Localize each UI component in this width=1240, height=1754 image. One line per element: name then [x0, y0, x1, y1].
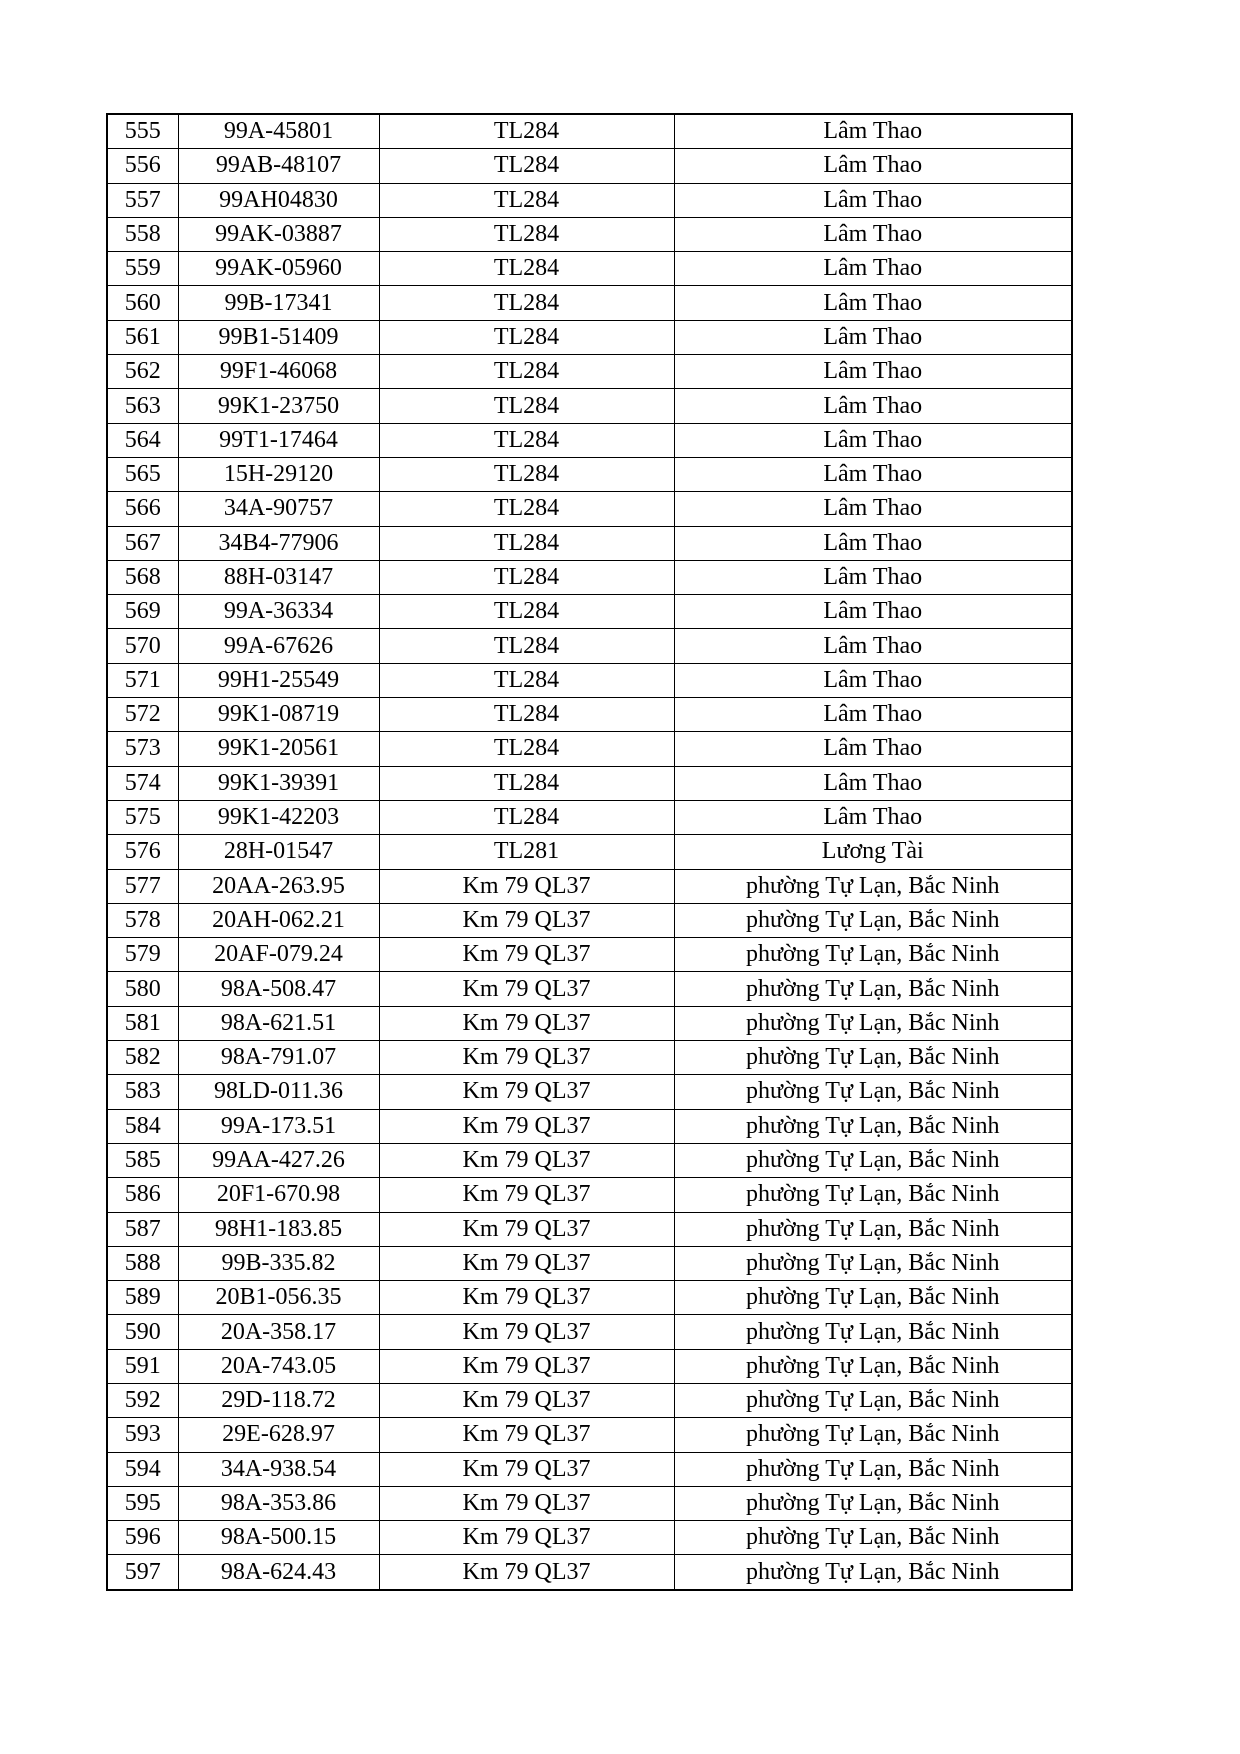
license-plate-cell: 98H1-183.85 — [178, 1212, 379, 1246]
row-number-cell: 566 — [107, 492, 178, 526]
area-cell: phường Tự Lạn, Bắc Ninh — [674, 972, 1072, 1006]
license-plate-cell: 15H-29120 — [178, 457, 379, 491]
location-cell: TL284 — [379, 286, 674, 320]
table-row — [107, 1212, 1072, 1246]
row-number-cell: 557 — [107, 183, 178, 217]
area-cell: phường Tự Lạn, Bắc Ninh — [674, 1075, 1072, 1109]
license-plate-cell: 99AK-03887 — [178, 217, 379, 251]
area-cell: Lâm Thao — [674, 252, 1072, 286]
license-plate-cell: 99K1-23750 — [178, 389, 379, 423]
table-row — [107, 1418, 1072, 1452]
area-cell: phường Tự Lạn, Bắc Ninh — [674, 1349, 1072, 1383]
row-number-cell: 587 — [107, 1212, 178, 1246]
violation-table — [106, 113, 1073, 1591]
location-cell: Km 79 QL37 — [379, 1178, 674, 1212]
license-plate-cell: 98A-624.43 — [178, 1555, 379, 1590]
location-cell: Km 79 QL37 — [379, 1349, 674, 1383]
area-cell: Lâm Thao — [674, 423, 1072, 457]
row-number-cell: 576 — [107, 835, 178, 869]
table-row — [107, 1315, 1072, 1349]
location-cell: Km 79 QL37 — [379, 1006, 674, 1040]
area-cell: phường Tự Lạn, Bắc Ninh — [674, 1418, 1072, 1452]
license-plate-cell: 99T1-17464 — [178, 423, 379, 457]
location-cell: TL281 — [379, 835, 674, 869]
area-cell: phường Tự Lạn, Bắc Ninh — [674, 869, 1072, 903]
row-number-cell: 565 — [107, 457, 178, 491]
table-row — [107, 629, 1072, 663]
table-row — [107, 1349, 1072, 1383]
location-cell: TL284 — [379, 217, 674, 251]
location-cell: Km 79 QL37 — [379, 1075, 674, 1109]
area-cell: phường Tự Lạn, Bắc Ninh — [674, 1555, 1072, 1590]
table-row — [107, 595, 1072, 629]
table-row — [107, 183, 1072, 217]
area-cell: phường Tự Lạn, Bắc Ninh — [674, 1212, 1072, 1246]
area-cell: phường Tự Lạn, Bắc Ninh — [674, 1486, 1072, 1520]
table-row — [107, 1041, 1072, 1075]
location-cell: TL284 — [379, 492, 674, 526]
location-cell: TL284 — [379, 560, 674, 594]
license-plate-cell: 20A-358.17 — [178, 1315, 379, 1349]
row-number-cell: 570 — [107, 629, 178, 663]
location-cell: TL284 — [379, 526, 674, 560]
location-cell: Km 79 QL37 — [379, 1452, 674, 1486]
license-plate-cell: 20F1-670.98 — [178, 1178, 379, 1212]
license-plate-cell: 98A-621.51 — [178, 1006, 379, 1040]
table-row — [107, 1486, 1072, 1520]
location-cell: TL284 — [379, 800, 674, 834]
table-row — [107, 149, 1072, 183]
license-plate-cell: 99A-67626 — [178, 629, 379, 663]
location-cell: TL284 — [379, 252, 674, 286]
license-plate-cell: 99B-17341 — [178, 286, 379, 320]
table-row — [107, 560, 1072, 594]
license-plate-cell: 28H-01547 — [178, 835, 379, 869]
license-plate-cell: 98A-353.86 — [178, 1486, 379, 1520]
row-number-cell: 590 — [107, 1315, 178, 1349]
row-number-cell: 581 — [107, 1006, 178, 1040]
area-cell: Lâm Thao — [674, 595, 1072, 629]
table-row — [107, 698, 1072, 732]
table-row — [107, 492, 1072, 526]
license-plate-cell: 99B1-51409 — [178, 320, 379, 354]
license-plate-cell: 99F1-46068 — [178, 355, 379, 389]
table-row — [107, 835, 1072, 869]
license-plate-cell: 20AA-263.95 — [178, 869, 379, 903]
location-cell: TL284 — [379, 183, 674, 217]
row-number-cell: 560 — [107, 286, 178, 320]
area-cell: Lâm Thao — [674, 560, 1072, 594]
location-cell: TL284 — [379, 732, 674, 766]
table-row — [107, 1075, 1072, 1109]
row-number-cell: 577 — [107, 869, 178, 903]
table-row — [107, 320, 1072, 354]
row-number-cell: 592 — [107, 1383, 178, 1417]
table-row — [107, 1109, 1072, 1143]
license-plate-cell: 99A-36334 — [178, 595, 379, 629]
location-cell: TL284 — [379, 320, 674, 354]
license-plate-cell: 99A-173.51 — [178, 1109, 379, 1143]
area-cell: Lâm Thao — [674, 183, 1072, 217]
row-number-cell: 580 — [107, 972, 178, 1006]
row-number-cell: 578 — [107, 903, 178, 937]
area-cell: Lâm Thao — [674, 732, 1072, 766]
table-row — [107, 766, 1072, 800]
location-cell: Km 79 QL37 — [379, 869, 674, 903]
table-row — [107, 423, 1072, 457]
table-row — [107, 903, 1072, 937]
license-plate-cell: 99AA-427.26 — [178, 1143, 379, 1177]
row-number-cell: 567 — [107, 526, 178, 560]
location-cell: TL284 — [379, 389, 674, 423]
location-cell: TL284 — [379, 766, 674, 800]
license-plate-cell: 98A-500.15 — [178, 1521, 379, 1555]
table-row — [107, 1555, 1072, 1590]
area-cell: Lâm Thao — [674, 286, 1072, 320]
table-row — [107, 355, 1072, 389]
row-number-cell: 556 — [107, 149, 178, 183]
area-cell: phường Tự Lạn, Bắc Ninh — [674, 1246, 1072, 1280]
area-cell: phường Tự Lạn, Bắc Ninh — [674, 903, 1072, 937]
table-row — [107, 1246, 1072, 1280]
license-plate-cell: 20A-743.05 — [178, 1349, 379, 1383]
area-cell: Lâm Thao — [674, 629, 1072, 663]
area-cell: phường Tự Lạn, Bắc Ninh — [674, 1041, 1072, 1075]
license-plate-cell: 29D-118.72 — [178, 1383, 379, 1417]
row-number-cell: 596 — [107, 1521, 178, 1555]
license-plate-cell: 29E-628.97 — [178, 1418, 379, 1452]
area-cell: Lâm Thao — [674, 320, 1072, 354]
row-number-cell: 591 — [107, 1349, 178, 1383]
row-number-cell: 563 — [107, 389, 178, 423]
area-cell: Lâm Thao — [674, 663, 1072, 697]
table-body — [107, 114, 1072, 1590]
area-cell: Lâm Thao — [674, 457, 1072, 491]
location-cell: Km 79 QL37 — [379, 972, 674, 1006]
license-plate-cell: 99AB-48107 — [178, 149, 379, 183]
row-number-cell: 593 — [107, 1418, 178, 1452]
row-number-cell: 574 — [107, 766, 178, 800]
table-row — [107, 663, 1072, 697]
area-cell: phường Tự Lạn, Bắc Ninh — [674, 1143, 1072, 1177]
table-row — [107, 1006, 1072, 1040]
row-number-cell: 575 — [107, 800, 178, 834]
license-plate-cell: 34A-938.54 — [178, 1452, 379, 1486]
table-row — [107, 1521, 1072, 1555]
license-plate-cell: 34A-90757 — [178, 492, 379, 526]
area-cell: phường Tự Lạn, Bắc Ninh — [674, 938, 1072, 972]
area-cell: Lâm Thao — [674, 149, 1072, 183]
table-row — [107, 1452, 1072, 1486]
license-plate-cell: 99B-335.82 — [178, 1246, 379, 1280]
table-row — [107, 732, 1072, 766]
license-plate-cell: 99K1-08719 — [178, 698, 379, 732]
table-row — [107, 1281, 1072, 1315]
table-row — [107, 972, 1072, 1006]
table-row — [107, 869, 1072, 903]
area-cell: Lâm Thao — [674, 492, 1072, 526]
row-number-cell: 558 — [107, 217, 178, 251]
location-cell: Km 79 QL37 — [379, 1555, 674, 1590]
row-number-cell: 586 — [107, 1178, 178, 1212]
location-cell: Km 79 QL37 — [379, 1315, 674, 1349]
area-cell: phường Tự Lạn, Bắc Ninh — [674, 1521, 1072, 1555]
location-cell: TL284 — [379, 629, 674, 663]
row-number-cell: 594 — [107, 1452, 178, 1486]
license-plate-cell: 99H1-25549 — [178, 663, 379, 697]
location-cell: Km 79 QL37 — [379, 1143, 674, 1177]
area-cell: phường Tự Lạn, Bắc Ninh — [674, 1452, 1072, 1486]
table-row — [107, 526, 1072, 560]
location-cell: TL284 — [379, 698, 674, 732]
area-cell: Lâm Thao — [674, 766, 1072, 800]
location-cell: Km 79 QL37 — [379, 1041, 674, 1075]
license-plate-cell: 99A-45801 — [178, 114, 379, 149]
row-number-cell: 588 — [107, 1246, 178, 1280]
license-plate-cell: 88H-03147 — [178, 560, 379, 594]
license-plate-cell: 20B1-056.35 — [178, 1281, 379, 1315]
table-row — [107, 1383, 1072, 1417]
row-number-cell: 571 — [107, 663, 178, 697]
row-number-cell: 583 — [107, 1075, 178, 1109]
location-cell: Km 79 QL37 — [379, 1486, 674, 1520]
location-cell: TL284 — [379, 423, 674, 457]
location-cell: Km 79 QL37 — [379, 1281, 674, 1315]
area-cell: phường Tự Lạn, Bắc Ninh — [674, 1383, 1072, 1417]
area-cell: phường Tự Lạn, Bắc Ninh — [674, 1109, 1072, 1143]
table-row — [107, 389, 1072, 423]
location-cell: Km 79 QL37 — [379, 1521, 674, 1555]
location-cell: TL284 — [379, 663, 674, 697]
row-number-cell: 564 — [107, 423, 178, 457]
license-plate-cell: 20AH-062.21 — [178, 903, 379, 937]
location-cell: TL284 — [379, 595, 674, 629]
row-number-cell: 569 — [107, 595, 178, 629]
location-cell: TL284 — [379, 114, 674, 149]
license-plate-cell: 98A-508.47 — [178, 972, 379, 1006]
location-cell: Km 79 QL37 — [379, 938, 674, 972]
area-cell: Lâm Thao — [674, 698, 1072, 732]
row-number-cell: 559 — [107, 252, 178, 286]
location-cell: TL284 — [379, 149, 674, 183]
location-cell: Km 79 QL37 — [379, 1383, 674, 1417]
table-row — [107, 114, 1072, 149]
area-cell: phường Tự Lạn, Bắc Ninh — [674, 1315, 1072, 1349]
table-row — [107, 286, 1072, 320]
area-cell: Lâm Thao — [674, 526, 1072, 560]
row-number-cell: 562 — [107, 355, 178, 389]
row-number-cell: 573 — [107, 732, 178, 766]
license-plate-cell: 34B4-77906 — [178, 526, 379, 560]
table-row — [107, 800, 1072, 834]
table-row — [107, 217, 1072, 251]
license-plate-cell: 98LD-011.36 — [178, 1075, 379, 1109]
area-cell: Lâm Thao — [674, 355, 1072, 389]
area-cell: Lâm Thao — [674, 800, 1072, 834]
row-number-cell: 597 — [107, 1555, 178, 1590]
table-row — [107, 457, 1072, 491]
table-row — [107, 252, 1072, 286]
license-plate-cell: 99K1-20561 — [178, 732, 379, 766]
location-cell: Km 79 QL37 — [379, 1212, 674, 1246]
row-number-cell: 568 — [107, 560, 178, 594]
row-number-cell: 584 — [107, 1109, 178, 1143]
location-cell: TL284 — [379, 457, 674, 491]
row-number-cell: 585 — [107, 1143, 178, 1177]
area-cell: phường Tự Lạn, Bắc Ninh — [674, 1281, 1072, 1315]
area-cell: Lâm Thao — [674, 114, 1072, 149]
license-plate-cell: 99AH04830 — [178, 183, 379, 217]
row-number-cell: 572 — [107, 698, 178, 732]
table-row — [107, 1143, 1072, 1177]
row-number-cell: 555 — [107, 114, 178, 149]
row-number-cell: 589 — [107, 1281, 178, 1315]
location-cell: Km 79 QL37 — [379, 1418, 674, 1452]
license-plate-cell: 99AK-05960 — [178, 252, 379, 286]
area-cell: phường Tự Lạn, Bắc Ninh — [674, 1006, 1072, 1040]
area-cell: Lâm Thao — [674, 217, 1072, 251]
location-cell: Km 79 QL37 — [379, 1109, 674, 1143]
table-row — [107, 938, 1072, 972]
location-cell: Km 79 QL37 — [379, 903, 674, 937]
row-number-cell: 579 — [107, 938, 178, 972]
area-cell: Lâm Thao — [674, 389, 1072, 423]
location-cell: Km 79 QL37 — [379, 1246, 674, 1280]
row-number-cell: 561 — [107, 320, 178, 354]
license-plate-cell: 20AF-079.24 — [178, 938, 379, 972]
area-cell: Lương Tài — [674, 835, 1072, 869]
location-cell: TL284 — [379, 355, 674, 389]
row-number-cell: 582 — [107, 1041, 178, 1075]
license-plate-cell: 98A-791.07 — [178, 1041, 379, 1075]
area-cell: phường Tự Lạn, Bắc Ninh — [674, 1178, 1072, 1212]
license-plate-cell: 99K1-42203 — [178, 800, 379, 834]
row-number-cell: 595 — [107, 1486, 178, 1520]
license-plate-cell: 99K1-39391 — [178, 766, 379, 800]
table-row — [107, 1178, 1072, 1212]
